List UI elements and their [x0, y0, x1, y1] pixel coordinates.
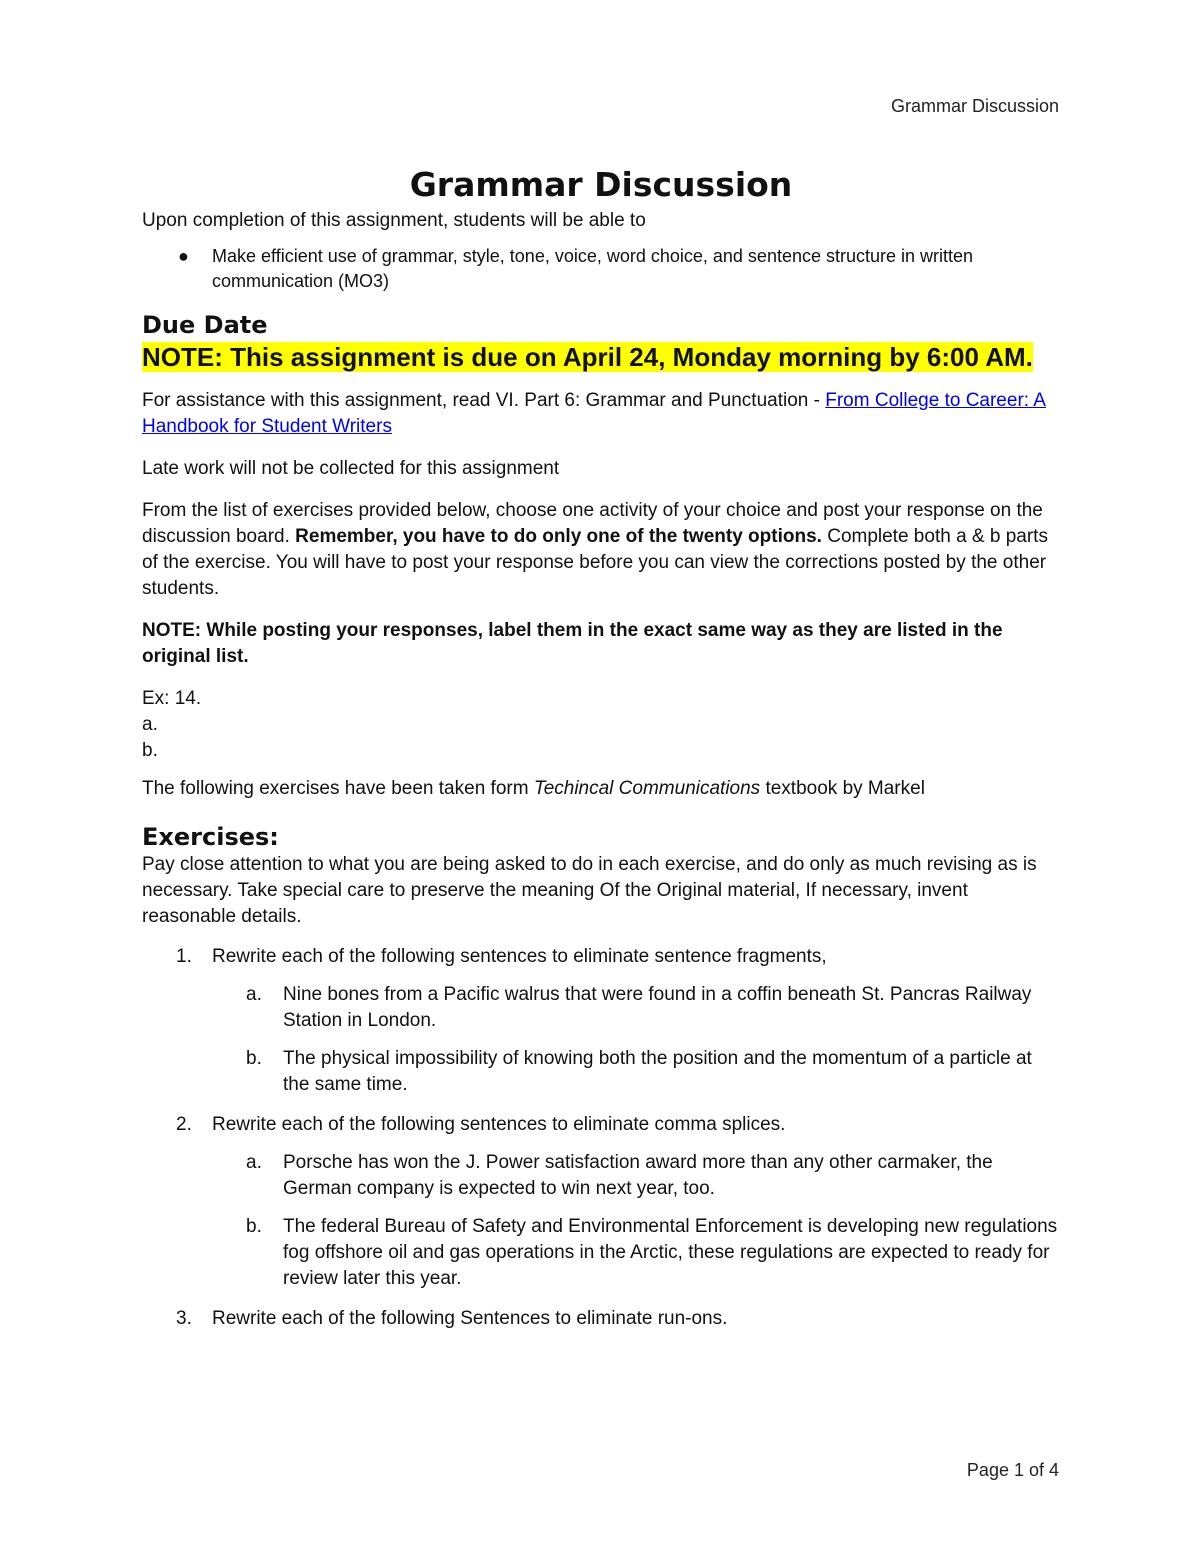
exercises-heading: Exercises: [142, 823, 279, 851]
subitem-text: Porsche has won the J. Power satisfaction award more than any other carmaker, the German company is expected to win next year, too. [283, 1152, 993, 1199]
running-header: Grammar Discussion [890, 96, 1059, 116]
instructions-text [142, 498, 1060, 602]
intro-text: Upon completion of this assignment, students will be able to [142, 210, 646, 231]
late-work-text: Late work will not be collected for this assignment [142, 458, 560, 479]
exercise-subitem [212, 982, 1060, 1034]
exercise-number: 2. [176, 1114, 192, 1135]
handbook-link[interactable]: From College to Career: A Handbook for Student Writers [142, 390, 1046, 437]
exercise-subitems [212, 982, 1060, 1098]
instructions-part2: Complete both a & b parts of the exercise. You will have to post your response before you can view the corrections posted by the other students. [142, 526, 1048, 599]
exercises-list [142, 944, 1060, 1332]
exercise-subitem [212, 1214, 1060, 1292]
exercise-text: Rewrite each of the following sentences to eliminate comma splices. [212, 1114, 786, 1135]
exercise-subitem [212, 1046, 1060, 1098]
due-date-note [142, 340, 1060, 374]
source-after: textbook by Markel [760, 778, 925, 799]
instructions-emphasis: Remember, you have to do only one of the twenty options. [295, 526, 822, 547]
exercise-subitem [212, 1150, 1060, 1202]
subitem-letter: b. [246, 1216, 262, 1237]
example-line-3: b. [142, 740, 158, 761]
document-title: Grammar Discussion [409, 165, 793, 204]
exercise-text: Rewrite each of the following Sentences to eliminate run-ons. [212, 1308, 728, 1329]
assistance-label: For assistance with this assignment, read VI. Part 6: Grammar and Punctuation - [142, 390, 826, 411]
exercise-number: 1. [176, 946, 192, 967]
subitem-text: The physical impossibility of knowing both the position and the momentum of a particle at the same time. [283, 1048, 1032, 1095]
exercise-text: Rewrite each of the following sentences to eliminate sentence fragments, [212, 946, 827, 967]
subitem-text: Nine bones from a Pacific walrus that were found in a coffin beneath St. Pancras Railway Station in London. [283, 984, 1032, 1031]
exercise-subitems [212, 1150, 1060, 1292]
objectives-list [142, 244, 1060, 294]
source-before: The following exercises have been taken form [142, 778, 534, 799]
instructions-part1: From the list of exercises provided below, choose one activity of your choice and post your response on the discussion board. [142, 500, 1043, 547]
source-text [142, 776, 1060, 802]
page-number: Page 1 of 4 [966, 1460, 1059, 1480]
subitem-letter: a. [246, 984, 262, 1005]
due-date-heading: Due Date [142, 311, 268, 339]
due-date-highlight: NOTE: This assignment is due on April 24, Monday morning by 6:00 AM. [142, 342, 1033, 372]
bullet-icon: ● [178, 246, 189, 266]
example-line-1: Ex: 14. [142, 688, 202, 709]
objective-item [142, 244, 1060, 294]
subitem-letter: a. [246, 1152, 262, 1173]
subitem-text: The federal Bureau of Safety and Environmental Enforcement is developing new regulations fog offshore oil and gas operations in the Arctic, these regulations are expected to ready for review later this year. [283, 1216, 1058, 1289]
label-note: NOTE: While posting your responses, label them in the exact same way as they are listed in the original list. [142, 620, 1003, 667]
exercise-number: 3. [176, 1308, 192, 1329]
exercises-intro: Pay close attention to what you are being asked to do in each exercise, and do only as much revising as is necessary. Take special care to preserve the meaning Of the Original material, If necessary, invent reasonable details. [142, 854, 1037, 927]
example-line-2: a. [142, 714, 158, 735]
source-book-title: Techincal Communications [533, 778, 761, 799]
objective-text: Make efficient use of grammar, style, tone, voice, word choice, and sentence structure in written communication (MO3) [212, 246, 974, 291]
exercise-item [142, 1306, 1060, 1332]
assistance-text [142, 388, 1060, 440]
exercise-item [142, 1112, 1060, 1292]
exercise-item [142, 944, 1060, 1098]
document-body [142, 162, 1060, 1346]
subitem-letter: b. [246, 1048, 262, 1069]
